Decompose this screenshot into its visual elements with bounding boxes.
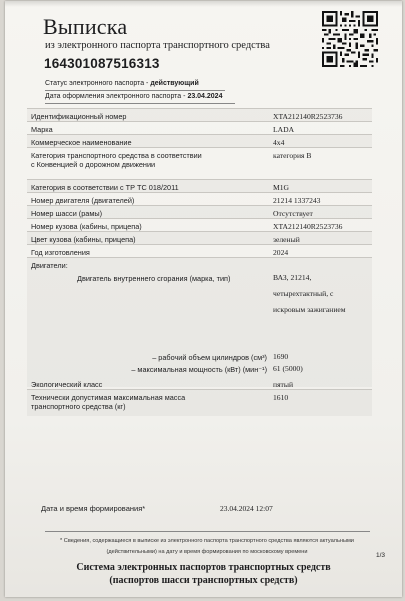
system-name-line1: Система электронных паспортов транспортных средств — [76, 562, 331, 573]
formed-date-label: Дата и время формирования* — [41, 504, 146, 513]
document-title: Выписка — [43, 14, 128, 39]
eco-class-label: Экологический класс — [31, 380, 103, 389]
engine-type-label: Двигатель внутреннего сгорания (марка, тип) — [77, 274, 231, 283]
engine-power-value: 61 (5000) — [273, 364, 303, 373]
row-label: Номер двигателя (двигателей) — [31, 196, 135, 205]
engines-heading: Двигатели: — [31, 261, 68, 270]
date-label: Дата оформления электронного паспорта - — [45, 93, 188, 100]
status-underline — [45, 90, 225, 91]
qr-code-icon — [322, 11, 378, 67]
row-label: Год изготовления — [31, 248, 90, 257]
row-value: 21214 1337243 — [273, 196, 321, 205]
max-mass-label: Технически допустимая максимальная масса транспортного средства (кг) — [31, 393, 186, 411]
eco-class-value: пятый — [273, 380, 294, 389]
engine-type-value: ВАЗ, 21214, четырехтактный, с искровым зажиганием — [273, 273, 346, 314]
row-value: 2024 — [273, 248, 289, 257]
document-sheet — [5, 1, 402, 597]
row-value: XTA212140R2523736 — [273, 222, 343, 231]
row-value: LADA — [273, 125, 295, 134]
table-row — [27, 218, 372, 232]
engines-section — [27, 257, 372, 387]
table-row — [27, 377, 372, 388]
row-label: Категория в соответствии с ТР ТС 018/2011 — [31, 183, 179, 192]
system-name-line2: (паспортов шасси транспортных средств) — [109, 575, 298, 586]
table-row — [27, 121, 372, 135]
row-value: 4x4 — [273, 138, 285, 147]
table-row — [27, 205, 372, 219]
row-value: Отсутствует — [273, 209, 313, 218]
table-row — [27, 134, 372, 148]
passport-number: 164301087516313 — [44, 56, 160, 71]
row-label: Номер кузова (кабины, прицепа) — [31, 222, 142, 231]
document-subtitle: из электронного паспорта транспортного средства — [45, 40, 270, 51]
row-value: M1G — [273, 183, 290, 192]
engine-volume-value: 1690 — [273, 352, 289, 361]
passport-status — [45, 80, 199, 87]
table-row — [27, 244, 372, 258]
row-label: Цвет кузова (кабины, прицепа) — [31, 235, 136, 244]
row-label: Марка — [31, 125, 53, 134]
date-value: 23.04.2024 — [187, 93, 223, 100]
date-underline — [45, 103, 235, 104]
row-label: Коммерческое наименование — [31, 138, 132, 147]
row-label: Номер шасси (рамы) — [31, 209, 103, 218]
table-row — [27, 179, 372, 193]
row-value: категория B — [273, 151, 312, 160]
formed-date-value: 23.04.2024 12:07 — [220, 504, 273, 513]
status-label: Статус электронного паспорта - — [45, 80, 151, 87]
page-number: 1/3 — [376, 552, 386, 559]
footnote: * Сведения, содержащиеся в выписке из электронного паспорта транспортного средства являются актуальными (действительными) на дату и время формирования по московскому времени — [60, 538, 354, 555]
issue-date — [45, 93, 222, 100]
table-row — [27, 192, 372, 206]
row-value: зеленый — [273, 235, 300, 244]
footnote-divider — [45, 531, 370, 532]
table-row — [27, 389, 372, 416]
table-row — [27, 231, 372, 245]
max-mass-value: 1610 — [273, 393, 289, 402]
row-label: Идентификационный номер — [31, 112, 127, 121]
status-value: действующий — [150, 80, 199, 87]
paper-shadow — [5, 1, 402, 7]
table-row — [27, 147, 372, 180]
table-row — [27, 108, 372, 122]
engine-power-label: – максимальная мощность (кВт) (мин⁻¹) — [131, 365, 267, 374]
row-label: Категория транспортного средства в соответствии с Конвенцией о дорожном движении — [31, 151, 202, 169]
engine-volume-label: – рабочий объем цилиндров (см³) — [152, 353, 267, 362]
row-value: XTA212140R2523736 — [273, 112, 343, 121]
